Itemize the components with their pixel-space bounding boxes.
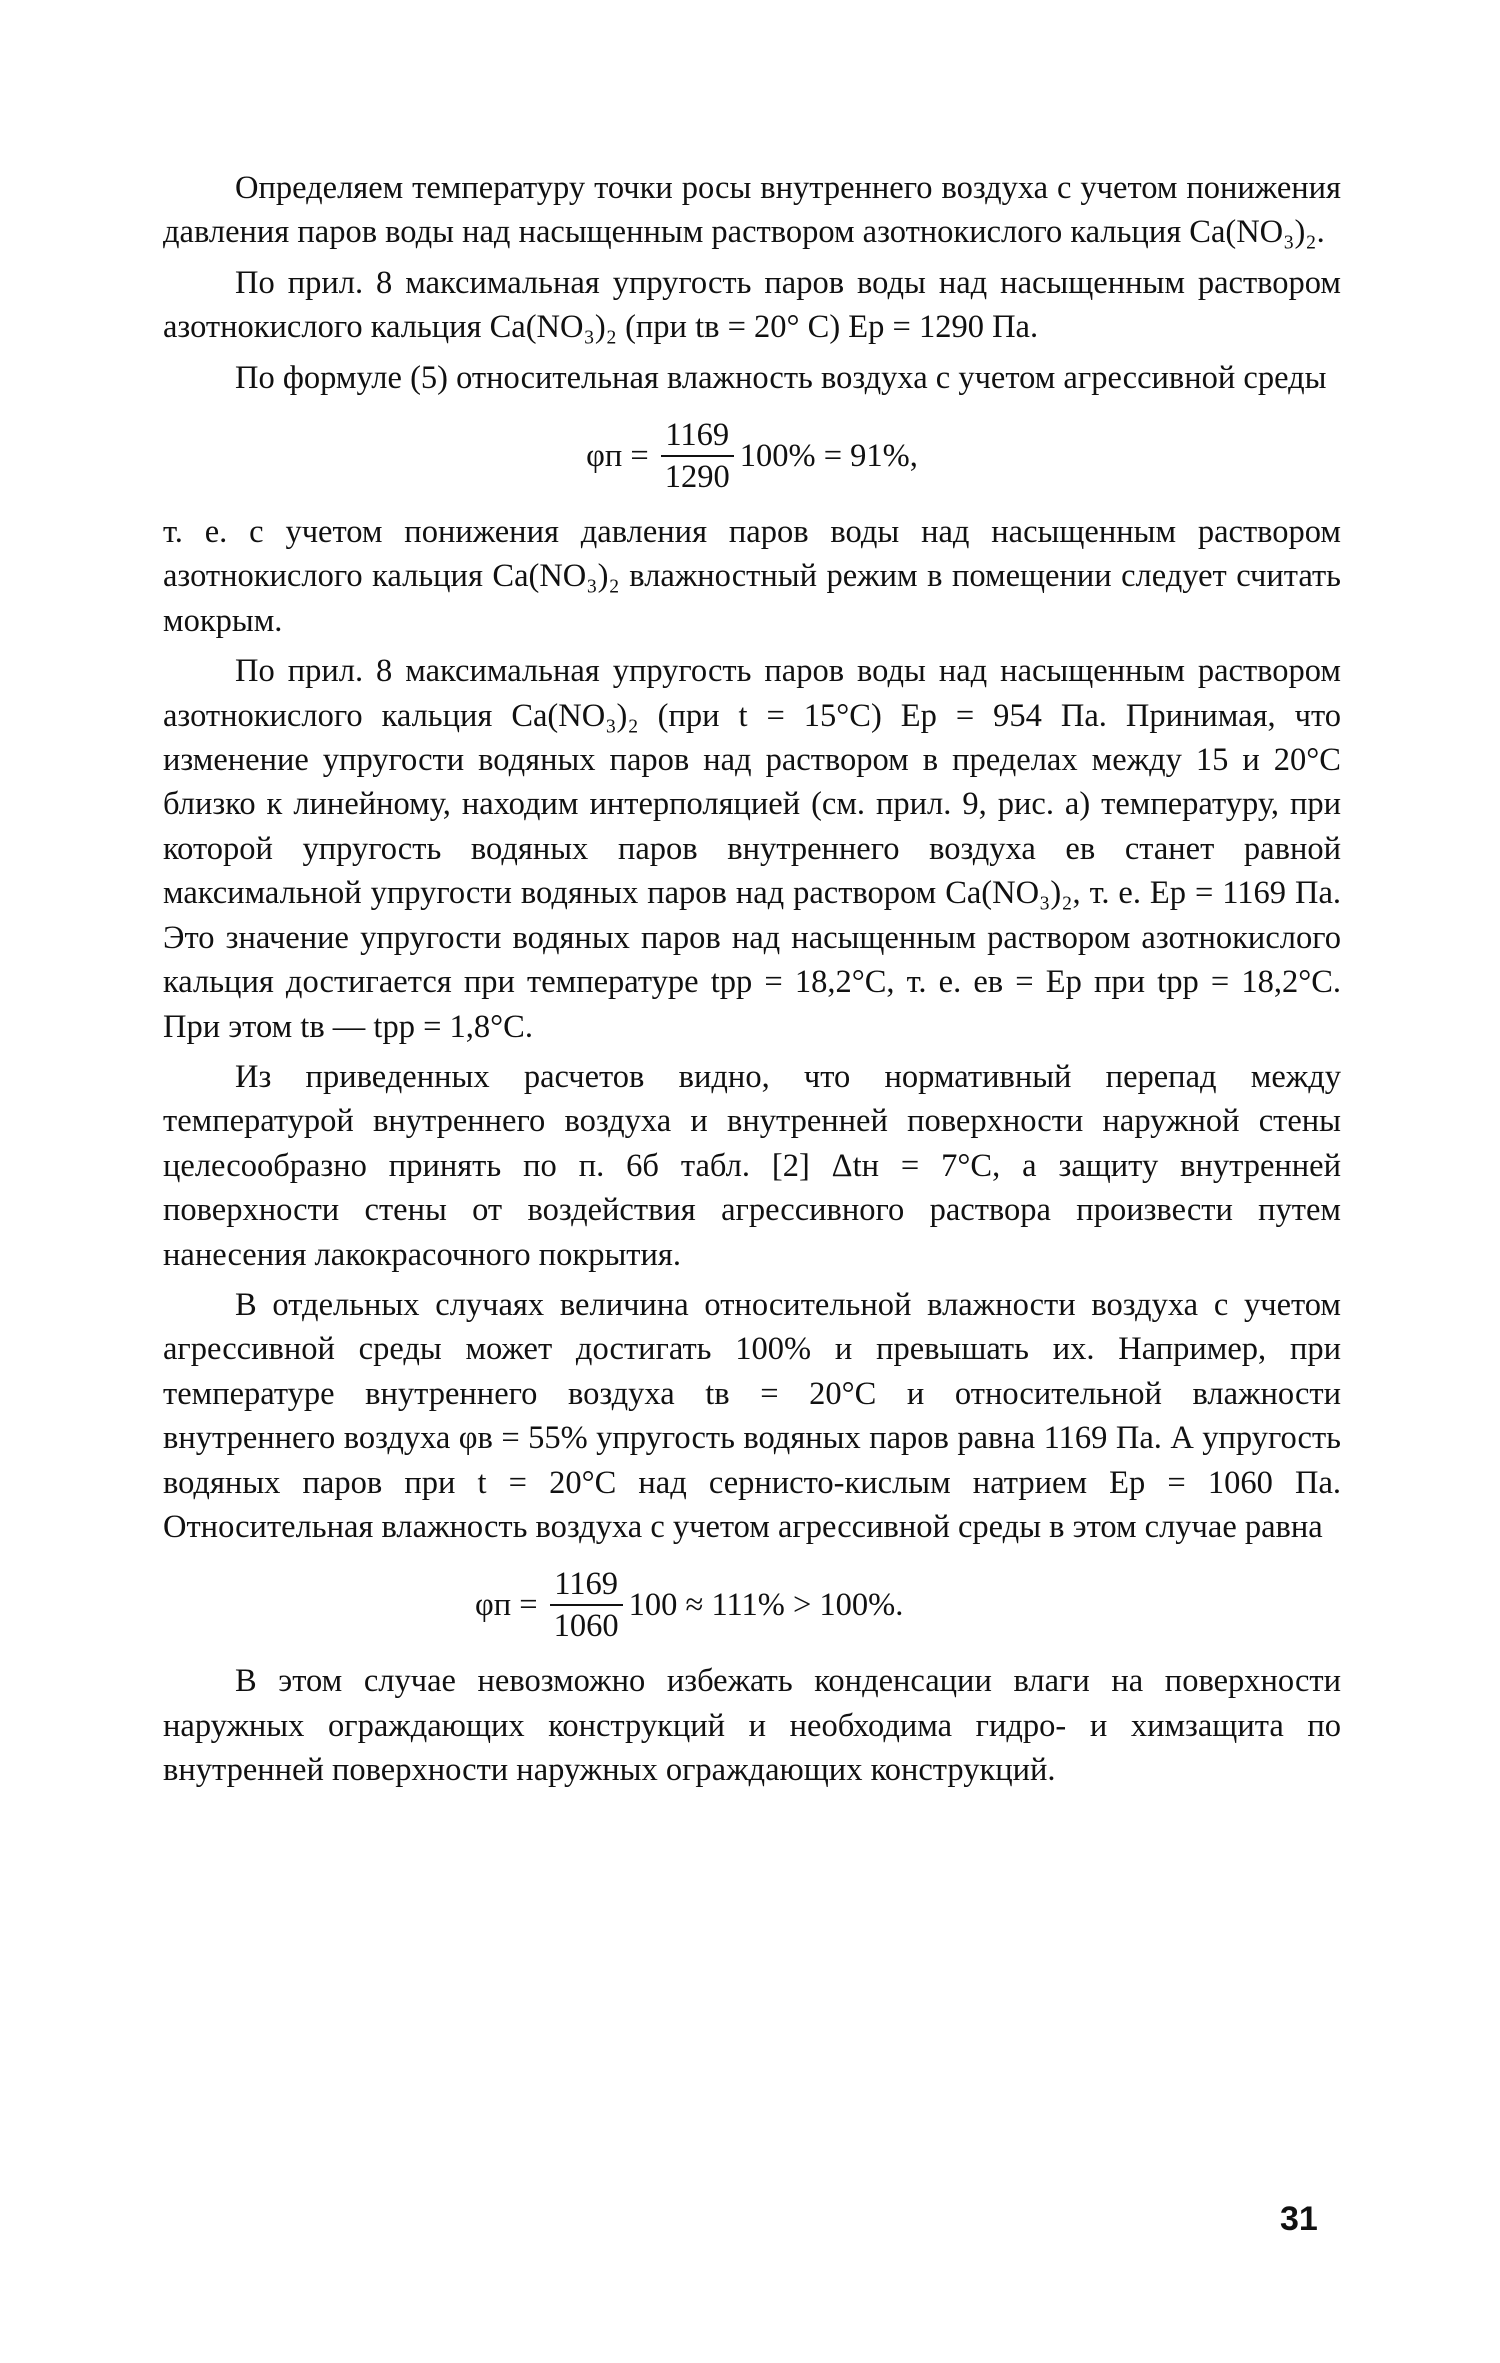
formula-1-lhs: φп = <box>586 437 649 474</box>
formula-1-denominator: 1290 <box>664 459 730 496</box>
paragraph-8: В этом случае невозможно избежать конденсации влаги на поверхности наружных ограждающих конструкций и необходима гидро- и химзащита по внутренней поверхности наружных ограждающих конструкций. <box>163 1663 1341 1789</box>
paragraph-4: т. е. с учетом понижения давления паров воды над насыщенным раствором азотнокислого кальция Ca(NO₃)₂ влажностный режим в помещении следует считать мокрым. <box>163 514 1341 639</box>
paragraph-6: Из приведенных расчетов видно, что нормативный перепад между температурой внутреннего воздуха и внутренней поверхности наружной стены целесообразно принять по п. 6б табл. [2] Δtн = 7°C, а защиту внутренней поверхности стены от воздействия агрессивного раствора произвести путем нанесения лакокрасочного покрытия. <box>163 1058 1341 1273</box>
page-body <box>163 166 1341 1799</box>
paragraph-5: По прил. 8 максимальная упругость паров воды над насыщенным раствором азотнокислого кальция Ca(NO₃)₂ (при t = 15°C) Eр = 954 Па. Принимая, что изменение упругости водяных паров над раствором в пределах между 15 и 20°C близко к линейному, находим интерполяцией (см. прил. 9, рис. а) температуру, при которой упругость водяных паров внутреннего воздуха eв станет равной максимальной упругости водяных паров над раствором Ca(NO₃)₂, т. е. Eр = 1169 Па. Это значение упругости водяных паров над насыщенным раствором азотнокислого кальция достигается при температуре tрр = 18,2°C, т. е. eв = Eр при tрр = 18,2°C. При этом tв — tрр = 1,8°C. <box>163 653 1341 1045</box>
page-number: 31 <box>1280 2200 1318 2238</box>
formula-1-numerator: 1169 <box>665 417 730 454</box>
paragraph-7: В отдельных случаях величина относительной влажности воздуха с учетом агрессивной среды может достигать 100% и превышать их. Например, при температуре внутреннего воздуха tв = 20°C и относительной влажности внутреннего воздуха φв = 55% упругость водяных паров равна 1169 Па. А упругость водяных паров при t = 20°C над сернисто-кислым натрием Eр = 1060 Па. Относительная влажность воздуха с учетом агрессивной среды в этом случае равна <box>163 1286 1341 1545</box>
formula-humidity-91 <box>163 406 1341 506</box>
formula-2-lhs: φп = <box>475 1587 538 1624</box>
formula-2-denominator: 1060 <box>553 1608 619 1645</box>
paragraph-2: По прил. 8 максимальная упругость паров воды над насыщенным раствором азотнокислого кальция Ca(NO₃)₂ (при tв = 20° C) Eр = 1290 Па. <box>163 264 1341 346</box>
formula-2-numerator: 1169 <box>554 1566 618 1603</box>
formula-humidity-111 <box>163 1555 1341 1655</box>
formula-2-fraction <box>550 1564 623 1646</box>
formula-1-fraction <box>661 415 734 497</box>
formula-1-rhs: 100% = 91%, <box>739 437 918 474</box>
paragraph-3: По формуле (5) относительная влажность воздуха с учетом агрессивной среды <box>235 359 1327 396</box>
formula-2-rhs: 100 ≈ 111% > 100%. <box>628 1587 904 1624</box>
paragraph-1: Определяем температуру точки росы внутреннего воздуха с учетом понижения давления паров воды над насыщенным раствором азотнокислого кальция Ca(NO₃)₂. <box>163 170 1341 251</box>
